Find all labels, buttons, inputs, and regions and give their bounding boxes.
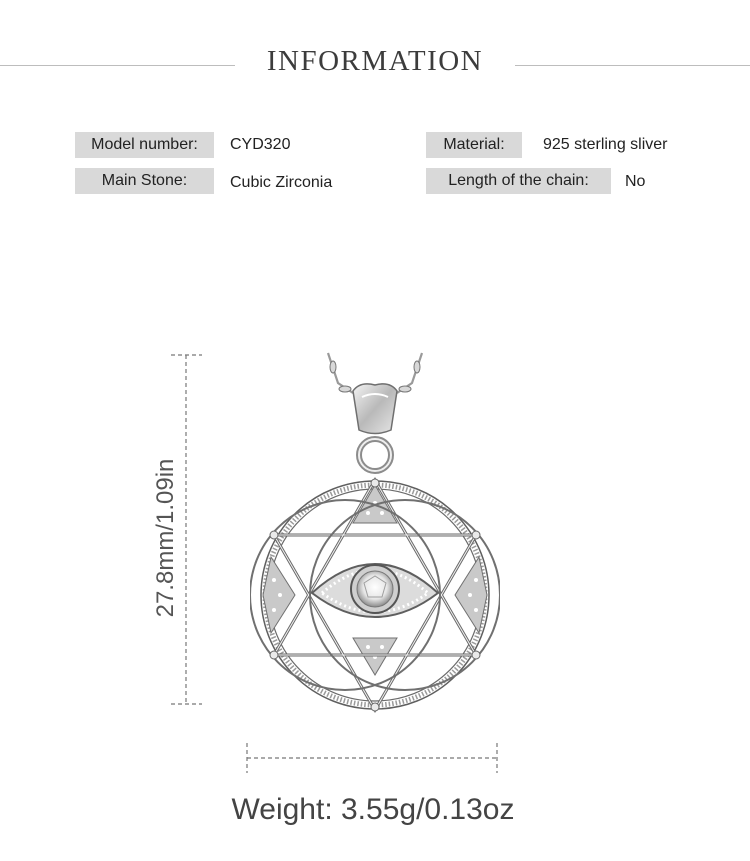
material-label: Material: — [426, 132, 522, 158]
section-title: INFORMATION — [266, 45, 484, 77]
chain-length-label: Length of the chain: — [426, 168, 611, 194]
chain-length-value: No — [625, 173, 646, 190]
material-value: 925 sterling sliver — [543, 136, 668, 153]
pendant-image — [250, 345, 500, 725]
model-number-label: Model number: — [75, 132, 214, 158]
main-stone-label: Main Stone: — [75, 168, 214, 194]
model-number-value: CYD320 — [230, 136, 291, 153]
weight-text: Weight: 3.55g/0.13oz — [231, 793, 515, 826]
main-stone-value: Cubic Zirconia — [230, 174, 333, 191]
